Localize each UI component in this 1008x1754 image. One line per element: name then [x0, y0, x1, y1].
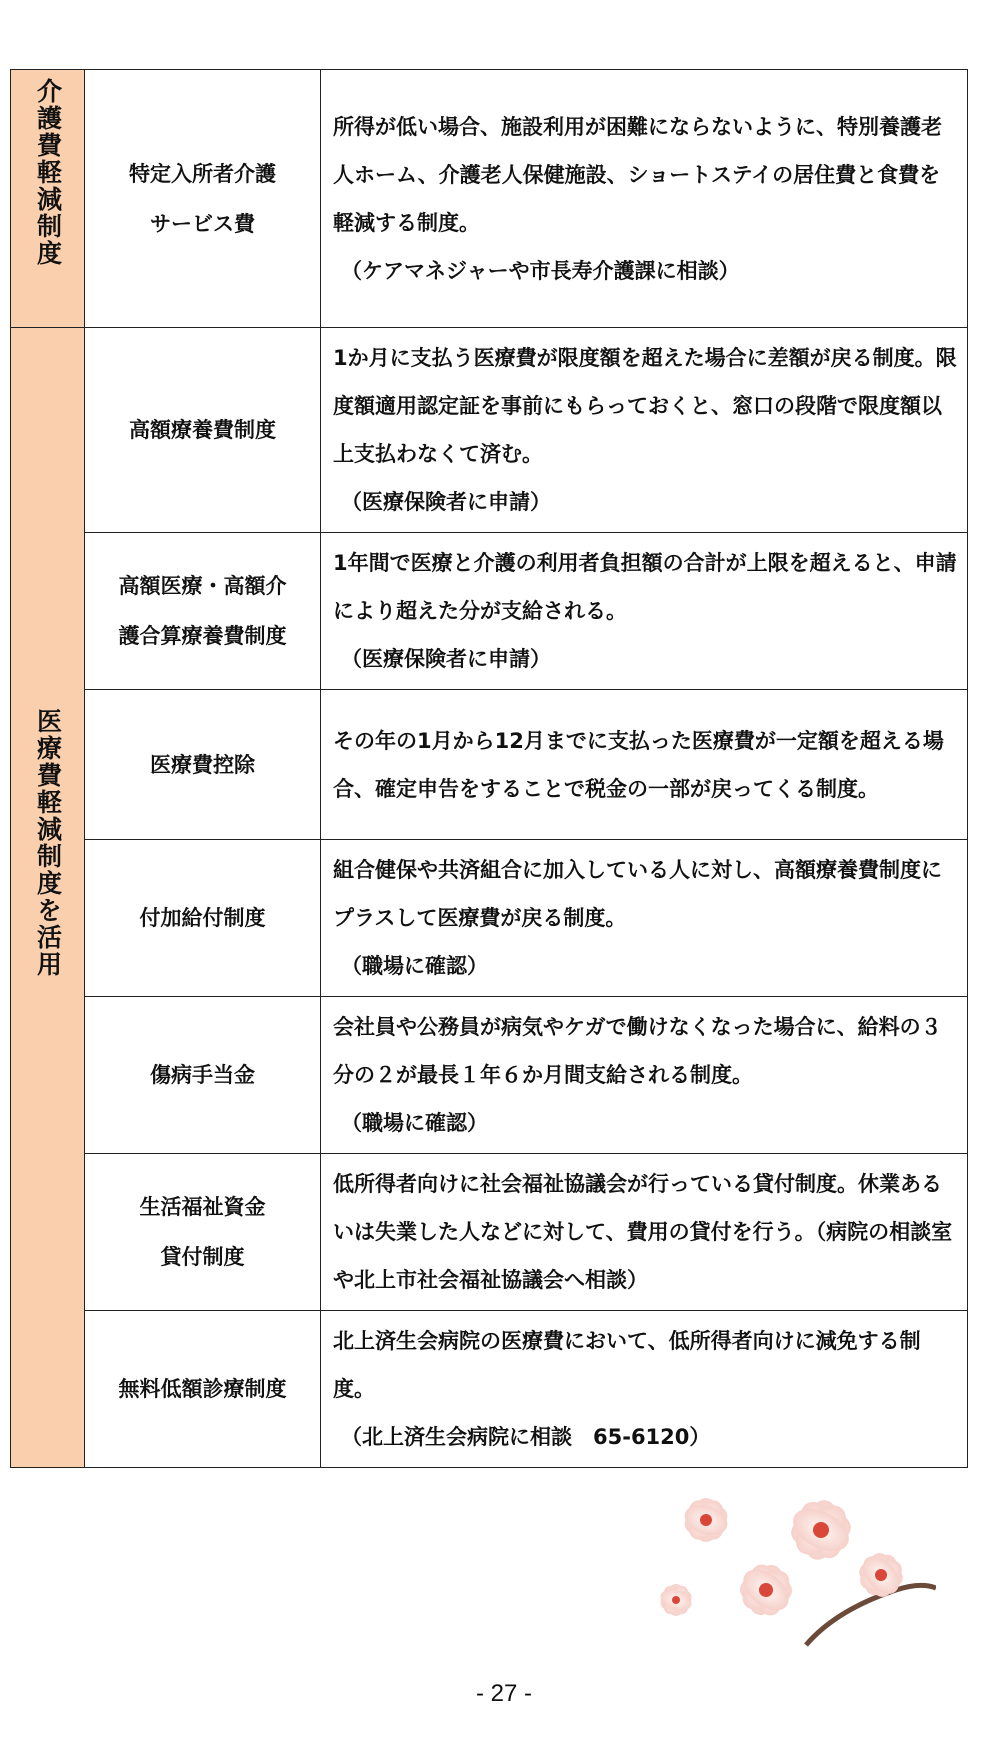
- system-description: 北上済生会病院の医療費において、低所得者向けに減免する制度。 （北上済生会病院に相談 65-6120）: [321, 1311, 968, 1468]
- system-name: 付加給付制度: [85, 840, 321, 997]
- category-label: 介護費軽減制度: [33, 78, 63, 267]
- system-description: 低所得者向けに社会福祉協議会が行っている貸付制度。休業あるいは失業した人などに対して、費用の貸付を行う。（病院の相談室や北上市社会福祉協議会へ相談）: [321, 1154, 968, 1311]
- table-row: [11, 328, 968, 533]
- contact-note: （職場に確認）: [341, 954, 488, 978]
- system-name: 特定入所者介護 サービス費: [85, 70, 321, 328]
- contact-note: （ケアマネジャーや市長寿介護課に相談）: [341, 258, 740, 283]
- system-description: 会社員や公務員が病気やケガで働けなくなった場合に、給料の３分の２が最長１年６か月間支給される制度。 （職場に確認）: [321, 997, 968, 1154]
- table-row: [11, 70, 968, 328]
- system-name: 無料低額診療制度: [85, 1311, 321, 1468]
- contact-note: （医療保険者に申請）: [341, 490, 551, 514]
- system-name: 傷病手当金: [85, 997, 321, 1154]
- system-description: 組合健保や共済組合に加入している人に対し、高額療養費制度にプラスして医療費が戻る制度。 （職場に確認）: [321, 840, 968, 997]
- support-systems-table: [10, 69, 968, 1468]
- system-description: その年の1月から12月までに支払った医療費が一定額を超える場合、確定申告をすることで税金の一部が戻ってくる制度。: [321, 690, 968, 840]
- cherry-blossom-illustration: [636, 1470, 936, 1650]
- table-row: [11, 690, 968, 840]
- system-name: 高額療養費制度: [85, 328, 321, 533]
- system-description: 1か月に支払う医療費が限度額を超えた場合に差額が戻る制度。限度額適用認定証を事前にもらっておくと、窓口の段階で限度額以上支払わなくて済む。 （医療保険者に申請）: [321, 328, 968, 533]
- table-row: [11, 1311, 968, 1468]
- contact-note: （北上済生会病院に相談 65-6120）: [341, 1425, 711, 1449]
- category-cell-care: [11, 70, 85, 328]
- system-name: 医療費控除: [85, 690, 321, 840]
- contact-note: （医療保険者に申請）: [341, 647, 551, 671]
- system-description: 所得が低い場合、施設利用が困難にならないように、特別養護老人ホーム、介護老人保健施設、ショートステイの居住費と食費を軽減する制度。 （ケアマネジャーや市長寿介護課に相談）: [321, 70, 968, 328]
- table-row: [11, 533, 968, 690]
- table-row: [11, 997, 968, 1154]
- page-number: - 27 -: [475, 1680, 532, 1707]
- system-name: 生活福祉資金 貸付制度: [85, 1154, 321, 1311]
- category-cell-medical: [11, 328, 85, 1468]
- system-description: 1年間で医療と介護の利用者負担額の合計が上限を超えると、申請により超えた分が支給される。 （医療保険者に申請）: [321, 533, 968, 690]
- table-row: [11, 840, 968, 997]
- table-row: [11, 1154, 968, 1311]
- system-name: 高額医療・高額介 護合算療養費制度: [85, 533, 321, 690]
- category-label: 医療費軽減制度を活用: [33, 708, 63, 978]
- contact-note: （職場に確認）: [341, 1111, 488, 1135]
